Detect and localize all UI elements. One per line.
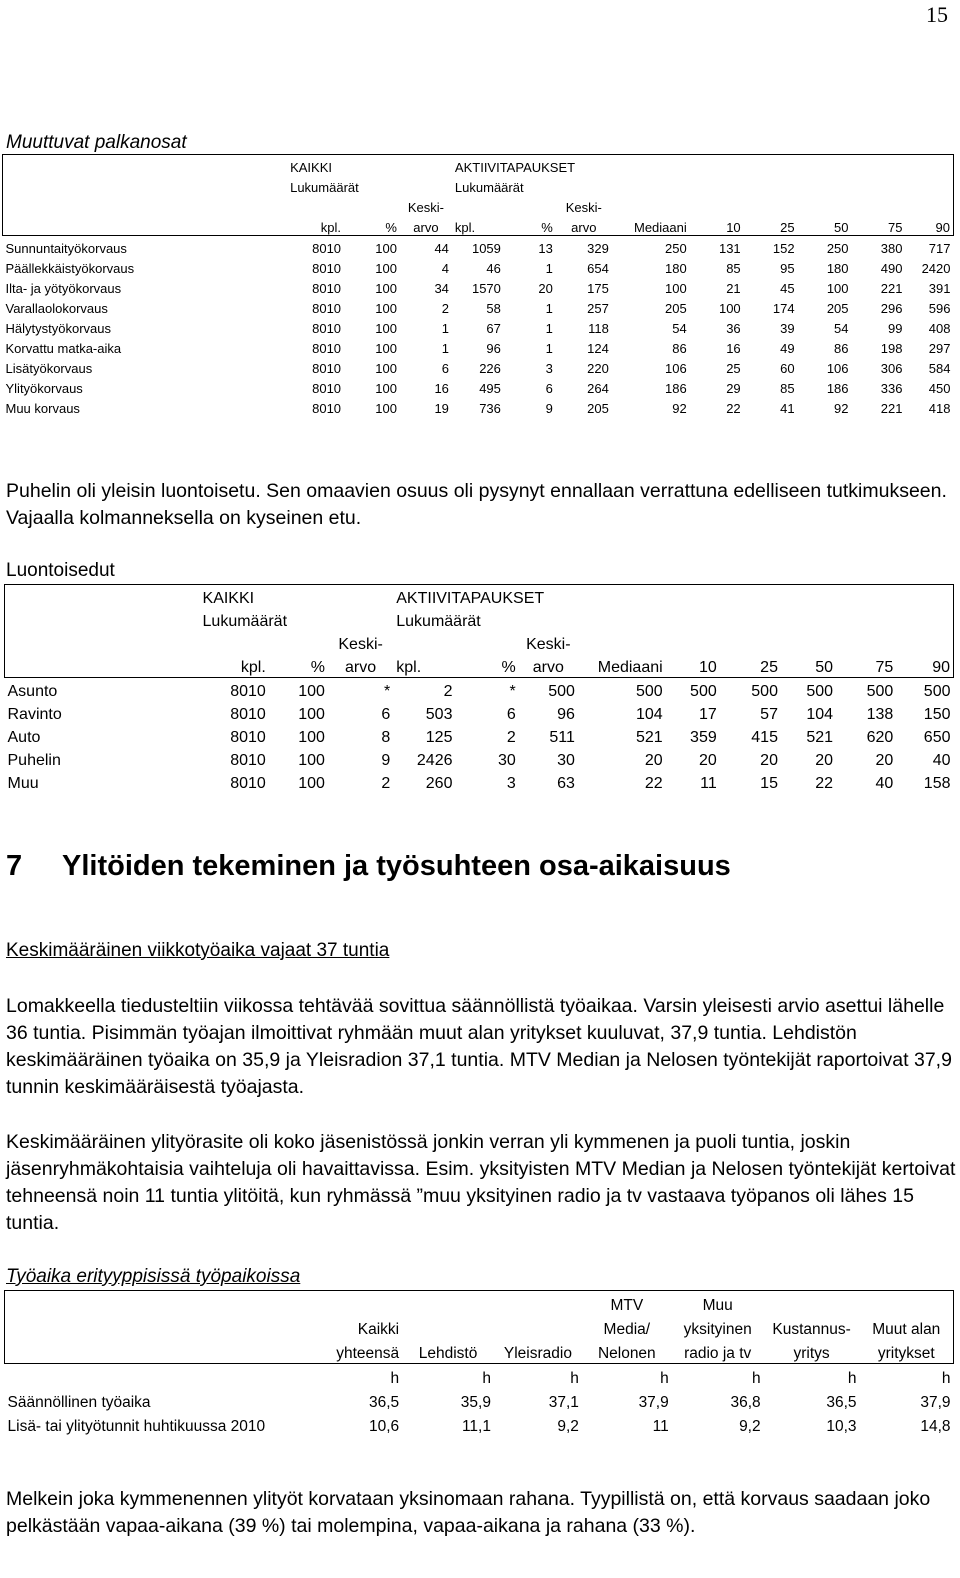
pay-row (3, 256, 954, 276)
header-keski-2: Keski- (565, 200, 602, 215)
pay-row-label: Hälytystyökorvaus (5, 321, 111, 336)
benefit-cell: 22 (815, 775, 834, 792)
benefit-cell: 150 (923, 706, 951, 723)
pay-cell: 250 (826, 241, 849, 256)
workplace-row (5, 1412, 954, 1436)
benefit-cell: 40 (932, 752, 951, 769)
col-lehdisto: Lehdistö (402, 1339, 494, 1364)
pay-cell: 174 (772, 301, 795, 316)
benefits-header-p50: 50 (781, 654, 836, 678)
pay-cell: 39 (780, 321, 795, 336)
benefit-cell: 20 (815, 752, 834, 769)
pay-row (3, 356, 954, 376)
pay-cell: 25 (726, 361, 741, 376)
benefit-cell: 500 (866, 683, 894, 700)
benefit-row (5, 747, 954, 770)
benefit-row (5, 724, 954, 747)
benefit-row (5, 678, 954, 702)
pay-cell: 8010 (312, 381, 342, 396)
pay-cell: 8010 (312, 401, 342, 416)
benefit-cell: 57 (760, 706, 778, 723)
benefit-cell: 500 (548, 683, 575, 700)
pay-cell: 152 (772, 241, 795, 256)
pay-cell: 118 (588, 321, 609, 336)
pay-cell: 4 (441, 261, 449, 276)
benefit-cell: 100 (298, 706, 325, 723)
benefit-cell: 63 (557, 775, 575, 792)
page-number: 15 (926, 2, 948, 27)
pay-cell: 250 (665, 241, 687, 256)
col-mtv-line1: MTV (582, 1291, 672, 1316)
benefit-cell: 650 (923, 729, 951, 746)
benefit-cell: 125 (425, 729, 453, 746)
unit-yleisradio: h (570, 1370, 579, 1387)
pay-cell: 186 (826, 381, 849, 396)
pay-cell: 1 (545, 321, 553, 336)
col-muut-line1: Muut alan (860, 1315, 954, 1339)
workplace-cell: 35,9 (460, 1394, 491, 1411)
group-all-sublabel: Lukumäärät (290, 180, 359, 195)
header-p75: 75 (852, 215, 906, 236)
benefit-cell: 9 (381, 752, 391, 769)
unit-muu: h (752, 1370, 761, 1387)
benefit-cell: 40 (875, 775, 894, 792)
benefit-cell: 104 (806, 706, 834, 723)
benefit-cell: 100 (298, 683, 325, 700)
pay-cell: 205 (587, 401, 609, 416)
unit-kaikki: h (390, 1370, 400, 1387)
pay-cell: 205 (665, 301, 687, 316)
benefit-cell: 6 (381, 706, 391, 723)
pay-cell: 8010 (312, 261, 342, 276)
benefit-cell: 260 (425, 775, 453, 792)
pay-cell: 49 (780, 341, 795, 356)
pay-cell: 100 (718, 301, 741, 316)
benefit-cell: 100 (298, 729, 325, 746)
pay-cell: 418 (928, 401, 951, 416)
col-kustannus-line1: Kustannus- (772, 1321, 851, 1338)
pay-cell: 221 (880, 401, 903, 416)
pay-cell: 13 (538, 241, 553, 256)
benefit-cell: 415 (751, 729, 778, 746)
benefit-cell: 500 (690, 683, 717, 700)
pay-cell: 495 (479, 381, 501, 396)
benefits-group-active-sublabel: Lukumäärät (396, 613, 481, 630)
pay-row-label: Lisätyökorvaus (5, 361, 93, 376)
header-p25: 25 (744, 215, 798, 236)
benefit-cell: 17 (698, 706, 717, 723)
pay-cell: 6 (441, 361, 449, 376)
benefit-row-label: Asunto (7, 683, 58, 700)
benefit-cell: 96 (557, 706, 575, 723)
pay-cell: 490 (880, 261, 903, 276)
header-median: Mediaani (612, 215, 690, 236)
header-p90: 90 (905, 215, 953, 236)
workplace-cell: 37,1 (548, 1394, 579, 1411)
header-p10: 10 (690, 215, 744, 236)
benefits-header-arvo-active: arvo (519, 654, 578, 678)
pay-cell: 180 (665, 261, 687, 276)
benefit-cell: 6 (506, 706, 516, 723)
benefit-cell: 8010 (230, 706, 266, 723)
paragraph-overtime: Keskimääräinen ylityörasite oli koko jäsenistössä jonkin verran yli kymmenen ja puoli tuntia, joskin jäsenryhmäkohtaisia vaihteluja oli havaittavissa. Esim. yksityisten MTV Median ja Nelosen työntekijät kertoivat tehneensä noin 11 tuntia ylitöitä, kun ryhmässä ”muu yksityinen radio ja tv vastaava työpanos oli lähes 15 tuntia. (6, 1131, 956, 1234)
pay-row-label: Ylityökorvaus (5, 381, 83, 396)
pay-cell: 100 (375, 341, 397, 356)
pay-row (3, 336, 954, 356)
header-p50: 50 (798, 215, 852, 236)
benefits-header-keski-1: Keski- (338, 636, 383, 653)
pay-row-label: Ilta- ja yötyökorvaus (5, 281, 122, 296)
benefits-header-kpl-active: kpl. (393, 654, 455, 678)
pay-cell: 186 (665, 381, 687, 396)
chapter-number: 7 (6, 850, 23, 882)
pay-row-label: Varallaolokorvaus (5, 301, 108, 316)
pay-cell: 36 (726, 321, 741, 336)
paragraph-compensation: Melkein joka kymmenennen ylityöt korvataan yksinomaan rahana. Tyypillistä on, että korvaus saadaan joko pelkästään vapaa-aikana (39 %) tai molempina, vapaa-aikana ja rahana (33 %). (6, 1488, 931, 1537)
benefit-cell: 521 (806, 729, 834, 746)
col-muu-line2: yksityinen (683, 1321, 752, 1338)
benefits-group-all-label: KAIKKI (156, 585, 394, 609)
benefit-row (5, 701, 954, 724)
header-arvo-active: arvo (556, 215, 612, 236)
benefit-cell: 8010 (230, 729, 266, 746)
pay-cell: 106 (826, 361, 849, 376)
pay-cell: 21 (726, 281, 741, 296)
pay-cell: 198 (880, 341, 903, 356)
pay-row (3, 276, 954, 296)
pay-cell: 100 (375, 321, 397, 336)
group-active-label: AKTIIVITAPAUKSET (452, 155, 612, 176)
pay-row (3, 236, 954, 257)
pay-row-label: Sunnuntaityökorvaus (5, 241, 127, 256)
pay-cell: 100 (826, 281, 849, 296)
col-mtv-line3: Nelonen (582, 1339, 672, 1364)
pay-cell: 100 (375, 381, 397, 396)
header-pct: % (344, 215, 400, 236)
pay-cell: 654 (587, 261, 609, 276)
benefit-cell: 620 (866, 729, 894, 746)
pay-row (3, 296, 954, 316)
pay-cell: 60 (780, 361, 795, 376)
workplace-hours-table (4, 1290, 954, 1436)
benefit-cell: 20 (875, 752, 894, 769)
workplace-cell: 37,9 (638, 1394, 669, 1411)
pay-cell: 100 (375, 241, 397, 256)
benefits-header-arvo: arvo (328, 654, 393, 678)
pay-cell: 92 (834, 401, 849, 416)
benefits-header-median: Mediaani (578, 654, 666, 678)
section-title-variable-pay: Muuttuvat palkanosat (6, 132, 187, 153)
benefit-cell: 30 (497, 752, 516, 769)
benefit-row-label: Puhelin (7, 752, 61, 769)
pay-cell: 100 (375, 301, 397, 316)
pay-cell: 391 (928, 281, 951, 296)
pay-cell: 296 (880, 301, 903, 316)
section-title-workplaces: Työaika erityyppisissä työpaikoissa (6, 1266, 301, 1287)
benefit-cell: 104 (635, 706, 663, 723)
benefit-cell: 8 (381, 729, 391, 746)
pay-cell: 95 (780, 261, 795, 276)
pay-cell: 92 (672, 401, 687, 416)
workplace-row (5, 1388, 954, 1412)
pay-cell: 44 (434, 241, 449, 256)
benefit-cell: 15 (760, 775, 778, 792)
benefit-cell: 521 (635, 729, 663, 746)
unit-muut: h (941, 1370, 951, 1387)
workplace-cell: 11 (652, 1418, 669, 1435)
pay-cell: 16 (726, 341, 741, 356)
pay-cell: 1 (441, 321, 449, 336)
group-all-label: KAIKKI (287, 155, 452, 176)
workplace-cell: 36,5 (368, 1394, 400, 1411)
benefits-header-pct: % (269, 654, 328, 678)
benefit-row-label: Auto (7, 729, 41, 746)
pay-cell: 85 (780, 381, 795, 396)
workplace-cell: 37,9 (920, 1394, 951, 1411)
pay-cell: 100 (375, 281, 397, 296)
pay-cell: 99 (887, 321, 903, 336)
pay-cell: 46 (486, 261, 501, 276)
benefits-header-p25: 25 (720, 654, 781, 678)
benefits-header-pct-active: % (455, 654, 518, 678)
pay-cell: 6 (545, 381, 553, 396)
col-muu-line1: Muu (672, 1291, 764, 1316)
unit-mtv: h (660, 1370, 669, 1387)
pay-cell: 264 (587, 381, 609, 396)
header-kpl-active: kpl. (452, 215, 504, 236)
benefit-cell: 500 (751, 683, 778, 700)
pay-cell: 86 (834, 341, 849, 356)
unit-kustannus: h (847, 1370, 857, 1387)
pay-cell: 8010 (312, 321, 342, 336)
pay-cell: 106 (665, 361, 687, 376)
pay-cell: 34 (434, 281, 449, 296)
header-arvo: arvo (400, 215, 452, 236)
pay-cell: 1 (545, 341, 553, 356)
pay-cell: 175 (587, 281, 609, 296)
pay-cell: 8010 (312, 281, 342, 296)
pay-row (3, 376, 954, 396)
workplace-cell: 36,8 (730, 1394, 761, 1411)
pay-cell: 1059 (471, 241, 501, 256)
workplace-cell: 9,2 (557, 1418, 579, 1435)
chapter-title: Ylitöiden tekeminen ja työsuhteen osa-aikaisuus (62, 850, 731, 882)
workplace-row-label: Säännöllinen työaika (7, 1394, 151, 1411)
pay-cell: 717 (928, 241, 951, 256)
benefits-table (4, 584, 954, 793)
variable-pay-table (2, 154, 954, 416)
pay-cell: 297 (928, 341, 951, 356)
header-pct-active: % (504, 215, 556, 236)
pay-cell: 408 (928, 321, 951, 336)
col-kustannus-line2: yritys (764, 1339, 860, 1364)
pay-cell: 736 (479, 401, 501, 416)
benefit-cell: 2 (381, 775, 391, 792)
pay-cell: 329 (587, 241, 609, 256)
pay-cell: 1570 (471, 281, 501, 296)
section-title-benefits: Luontoisedut (6, 560, 115, 581)
pay-cell: 596 (928, 301, 951, 316)
benefits-header-kpl: kpl. (156, 654, 269, 678)
header-corner (3, 155, 288, 176)
pay-row-label: Korvattu matka-aika (5, 341, 122, 356)
pay-cell: 100 (375, 261, 397, 276)
pay-cell: 3 (545, 361, 553, 376)
benefit-cell: 500 (923, 683, 951, 700)
benefit-cell: 20 (698, 752, 717, 769)
benefit-cell: 20 (760, 752, 778, 769)
paragraph-benefits-intro: Puhelin oli yleisin luontoisetu. Sen omaavien osuus oli pysynyt ennallaan verrattuna edelliseen tutkimukseen. Vajaalla kolmanneksella on kyseinen etu. (6, 480, 947, 529)
col-muu-line3: radio ja tv (672, 1339, 764, 1364)
benefits-group-active-label: AKTIIVITAPAUKSET (393, 585, 578, 609)
header-keski-1: Keski- (407, 200, 444, 215)
pay-cell: 86 (672, 341, 687, 356)
benefits-header-keski-2: Keski- (526, 636, 571, 653)
benefit-cell: * (384, 683, 391, 700)
pay-cell: 67 (486, 321, 501, 336)
benefit-row-label: Ravinto (7, 706, 62, 723)
pay-cell: 100 (375, 401, 397, 416)
benefit-cell: 3 (506, 775, 516, 792)
benefits-header-p10: 10 (666, 654, 720, 678)
pay-cell: 45 (780, 281, 795, 296)
pay-cell: 2 (441, 301, 449, 316)
pay-cell: 380 (880, 241, 903, 256)
pay-cell: 20 (538, 281, 553, 296)
benefits-header-p75: 75 (836, 654, 896, 678)
benefit-cell: 100 (298, 775, 325, 792)
workplace-cell: 36,5 (826, 1394, 857, 1411)
pay-cell: 41 (780, 401, 795, 416)
benefit-cell: 22 (644, 775, 663, 792)
pay-cell: 8010 (312, 361, 342, 376)
pay-row-label: Päällekkäistyökorvaus (5, 261, 135, 276)
pay-cell: 54 (834, 321, 849, 336)
benefit-cell: 359 (690, 729, 717, 746)
pay-cell: 100 (375, 361, 397, 376)
pay-cell: 9 (545, 401, 553, 416)
unit-lehdisto: h (482, 1370, 491, 1387)
pay-cell: 131 (718, 241, 741, 256)
benefit-cell: 20 (644, 752, 663, 769)
pay-cell: 226 (479, 361, 501, 376)
benefit-cell: 511 (549, 729, 575, 746)
workplace-cell: 9,2 (739, 1418, 761, 1435)
benefit-row-label: Muu (7, 775, 39, 792)
col-kaikki-line1: Kaikki (357, 1321, 400, 1338)
col-kaikki-line2: yhteensä (310, 1339, 402, 1364)
pay-cell: 54 (672, 321, 687, 336)
pay-cell: 306 (880, 361, 903, 376)
benefit-row (5, 770, 954, 793)
col-yleisradio: Yleisradio (494, 1339, 582, 1364)
pay-cell: 1 (441, 341, 449, 356)
pay-row (3, 396, 954, 416)
group-active-sublabel: Lukumäärät (454, 180, 524, 195)
pay-cell: 205 (826, 301, 849, 316)
benefit-cell: 500 (635, 683, 663, 700)
benefit-cell: * (509, 683, 516, 700)
pay-cell: 8010 (312, 341, 342, 356)
benefits-header-p90: 90 (896, 654, 953, 678)
pay-cell: 22 (726, 401, 741, 416)
paragraph-working-time: Lomakkeella tiedusteltiin viikossa tehtävää sovittua säännöllistä työaikaa. Varsin yleisesti arvio asettui lähelle 36 tuntia. Pisimmän työajan ilmoittivat ryhmään muut alan yritykset kuuluvat, 37,9 tuntia. Lehdistön keskimääräinen työaika on 35,9 ja Yleisradion 37,1 tuntia. MTV Median ja Nelosen työntekijät raportoivat 37,9 tunnin keskimääräisestä työajasta. (6, 995, 952, 1098)
pay-cell: 257 (587, 301, 609, 316)
pay-cell: 19 (434, 401, 449, 416)
col-mtv-line2: Media/ (603, 1321, 651, 1338)
subheading-weekly-hours: Keskimääräinen viikkotyöaika vajaat 37 tuntia (6, 940, 390, 961)
chapter-heading (6, 850, 731, 883)
pay-row (3, 316, 954, 336)
workplace-cell: 11,1 (461, 1418, 491, 1435)
benefit-cell: 2 (443, 683, 453, 700)
pay-cell: 450 (928, 381, 951, 396)
benefit-cell: 158 (923, 775, 951, 792)
benefits-group-all-sublabel: Lukumäärät (202, 613, 288, 630)
header-kpl: kpl. (287, 215, 344, 236)
pay-row-label: Muu korvaus (5, 401, 80, 416)
workplace-cell: 10,6 (368, 1418, 400, 1435)
benefit-cell: 2426 (416, 752, 453, 769)
pay-cell: 1 (545, 261, 553, 276)
pay-cell: 100 (665, 281, 687, 296)
pay-cell: 29 (726, 381, 741, 396)
pay-cell: 180 (826, 261, 849, 276)
benefit-cell: 8010 (230, 683, 266, 700)
benefit-cell: 500 (806, 683, 834, 700)
pay-cell: 8010 (312, 241, 342, 256)
benefit-cell: 100 (298, 752, 325, 769)
workplace-cell: 10,3 (826, 1418, 857, 1435)
pay-cell: 16 (434, 381, 449, 396)
benefit-cell: 8010 (230, 775, 266, 792)
pay-cell: 2420 (921, 261, 951, 276)
benefit-cell: 2 (506, 729, 516, 746)
benefit-cell: 8010 (230, 752, 266, 769)
benefit-cell: 11 (700, 775, 717, 792)
pay-cell: 8010 (312, 301, 342, 316)
pay-cell: 96 (486, 341, 501, 356)
pay-cell: 221 (880, 281, 903, 296)
pay-cell: 336 (880, 381, 903, 396)
pay-cell: 85 (726, 261, 741, 276)
pay-cell: 584 (928, 361, 951, 376)
benefit-cell: 30 (557, 752, 575, 769)
benefit-cell: 503 (425, 706, 453, 723)
benefit-cell: 138 (866, 706, 894, 723)
pay-cell: 220 (587, 361, 609, 376)
pay-cell: 58 (486, 301, 501, 316)
pay-cell: 1 (545, 301, 553, 316)
workplace-row-label: Lisä- tai ylityötunnit huhtikuussa 2010 (7, 1418, 266, 1435)
pay-cell: 124 (587, 341, 609, 356)
workplace-cell: 14,8 (920, 1418, 951, 1435)
col-muut-line2: yritykset (860, 1339, 954, 1364)
